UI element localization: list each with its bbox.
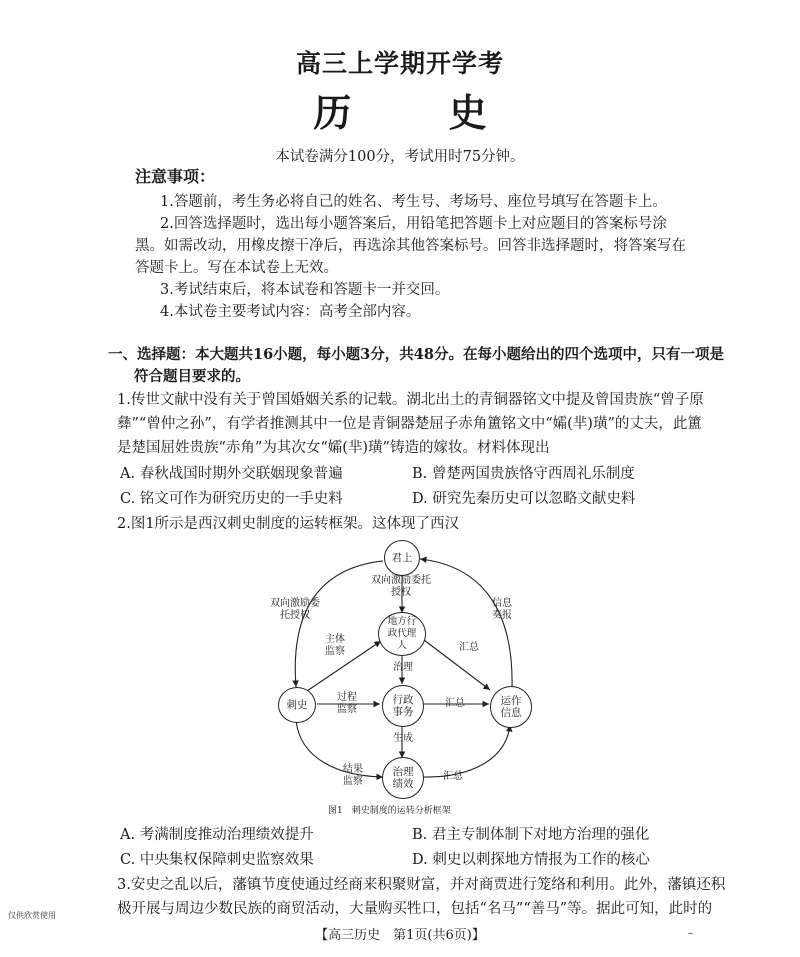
section-heading-cont: 符合题目要求的。 <box>134 368 250 385</box>
notice-line-6: 4.本试卷主要考试内容：高考全部内容。 <box>160 304 421 320</box>
label-result-supervision: 结果监察 <box>343 764 363 787</box>
q2-option-c: C. 中央集权保障刺史监察效果 <box>120 852 314 868</box>
q1-stem-line-2: 彝”“曾仲之孙”，有学者推测其中一位是青铜器楚屈子赤角簠铭文中“孀(芈)璜”的丈夫，此簠 <box>117 416 702 432</box>
q3-stem-line-2: 极开展与周边少数民族的商贸活动，大量购买牲口，包括“名马”“善马”等。据此可知，此时的 <box>117 901 713 917</box>
arc-info-to-emperor <box>420 559 512 689</box>
label-generate: 生成 <box>393 733 413 744</box>
node-inspector: 刺史 <box>278 687 316 723</box>
q2-option-d: D. 刺史以刺探地方情报为工作的核心 <box>412 852 650 868</box>
label-subject-supervision: 主体监察 <box>325 634 345 657</box>
q1-option-b: B. 曾楚两国贵族恪守西周礼乐制度 <box>412 466 635 482</box>
notice-line-5: 3.考试结束后，将本试卷和答题卡一并交回。 <box>160 282 450 298</box>
label-governance: 治理 <box>393 662 413 673</box>
subject-title: 历 史 <box>313 90 529 135</box>
label-process-supervision: 过程监察 <box>337 692 357 715</box>
notice-line-2: 2.回答选择题时，选出每小题答案后，用铅笔把答题卡上对应题目的答案标号涂 <box>160 216 667 232</box>
notice-heading: 注意事项： <box>135 167 216 186</box>
label-summary-2: 汇总 <box>445 698 465 709</box>
q1-stem-line-1: 1.传世文献中没有关于曾国婚姻关系的记载。湖北出土的青铜器铭文中提及曾国贵族“曾子原 <box>117 392 704 408</box>
q1-stem-line-3: 是楚国屈姓贵族“赤角”为其次女“孀(芈)璜”铸造的嫁妆。材料体现出 <box>117 440 550 456</box>
q1-option-d: D. 研究先秦历史可以忽略文献史料 <box>412 491 636 507</box>
page-footer: 【高三历史 第1页(共6页)】 <box>315 928 485 943</box>
arc-emperor-to-inspector <box>295 561 383 687</box>
node-governance-performance: 治理绩效 <box>382 757 424 799</box>
notice-line-1: 1.答题前，考生务必将自己的姓名、考生号、考场号、座位号填写在答题卡上。 <box>160 194 667 210</box>
section-heading: 一、选择题：本大题共16小题，每小题3分，共48分。在每小题给出的四个选项中，只有一项是 <box>108 346 724 363</box>
footer-mark: – <box>688 928 693 939</box>
q2-option-b: B. 君主专制体制下对地方治理的强化 <box>412 827 650 843</box>
node-operation-info: 运作信息 <box>490 686 532 728</box>
exam-title: 高三上学期开学考 <box>295 49 504 78</box>
exam-info: 本试卷满分100分，考试用时75分钟。 <box>275 149 525 165</box>
node-emperor: 君上 <box>384 540 420 576</box>
node-admin-affairs: 行政事务 <box>382 685 424 727</box>
notice-line-3: 黑。如需改动，用橡皮擦干净后，再选涂其他答案标号。回答非选择题时，将答案写在 <box>135 238 686 254</box>
q1-option-c: C. 铭文可作为研究历史的一手史料 <box>120 491 343 507</box>
label-bi-auth-left: 双向激励委托授权 <box>270 598 320 621</box>
label-summary-3: 汇总 <box>443 771 463 782</box>
arc-performance-to-info <box>422 725 510 777</box>
q3-stem-line-1: 3.安史之乱以后，藩镇节度使通过经商来积聚财富，并对商贾进行笼络和利用。此外，藩镇还积 <box>117 877 726 893</box>
q1-option-a: A. 春秋战国时期外交联姻现象普遍 <box>120 466 343 482</box>
q2-option-a: A. 考满制度推动治理绩效提升 <box>120 827 314 843</box>
side-note: 仅供欣赏使用 <box>8 911 56 920</box>
figure-caption: 图1 刺史制度的运转分析框架 <box>328 806 451 816</box>
notice-line-4: 答题卡上。写在本试卷上无效。 <box>135 260 338 276</box>
q2-stem: 2.图1所示是西汉刺史制度的运转框架。这体现了西汉 <box>117 516 460 532</box>
label-bi-auth-top: 双向激励委托授权 <box>371 575 431 598</box>
label-info-report: 信息奏报 <box>492 598 512 621</box>
node-local-agent: 地方行政代理人 <box>378 612 426 656</box>
label-summary-1: 汇总 <box>459 642 479 653</box>
